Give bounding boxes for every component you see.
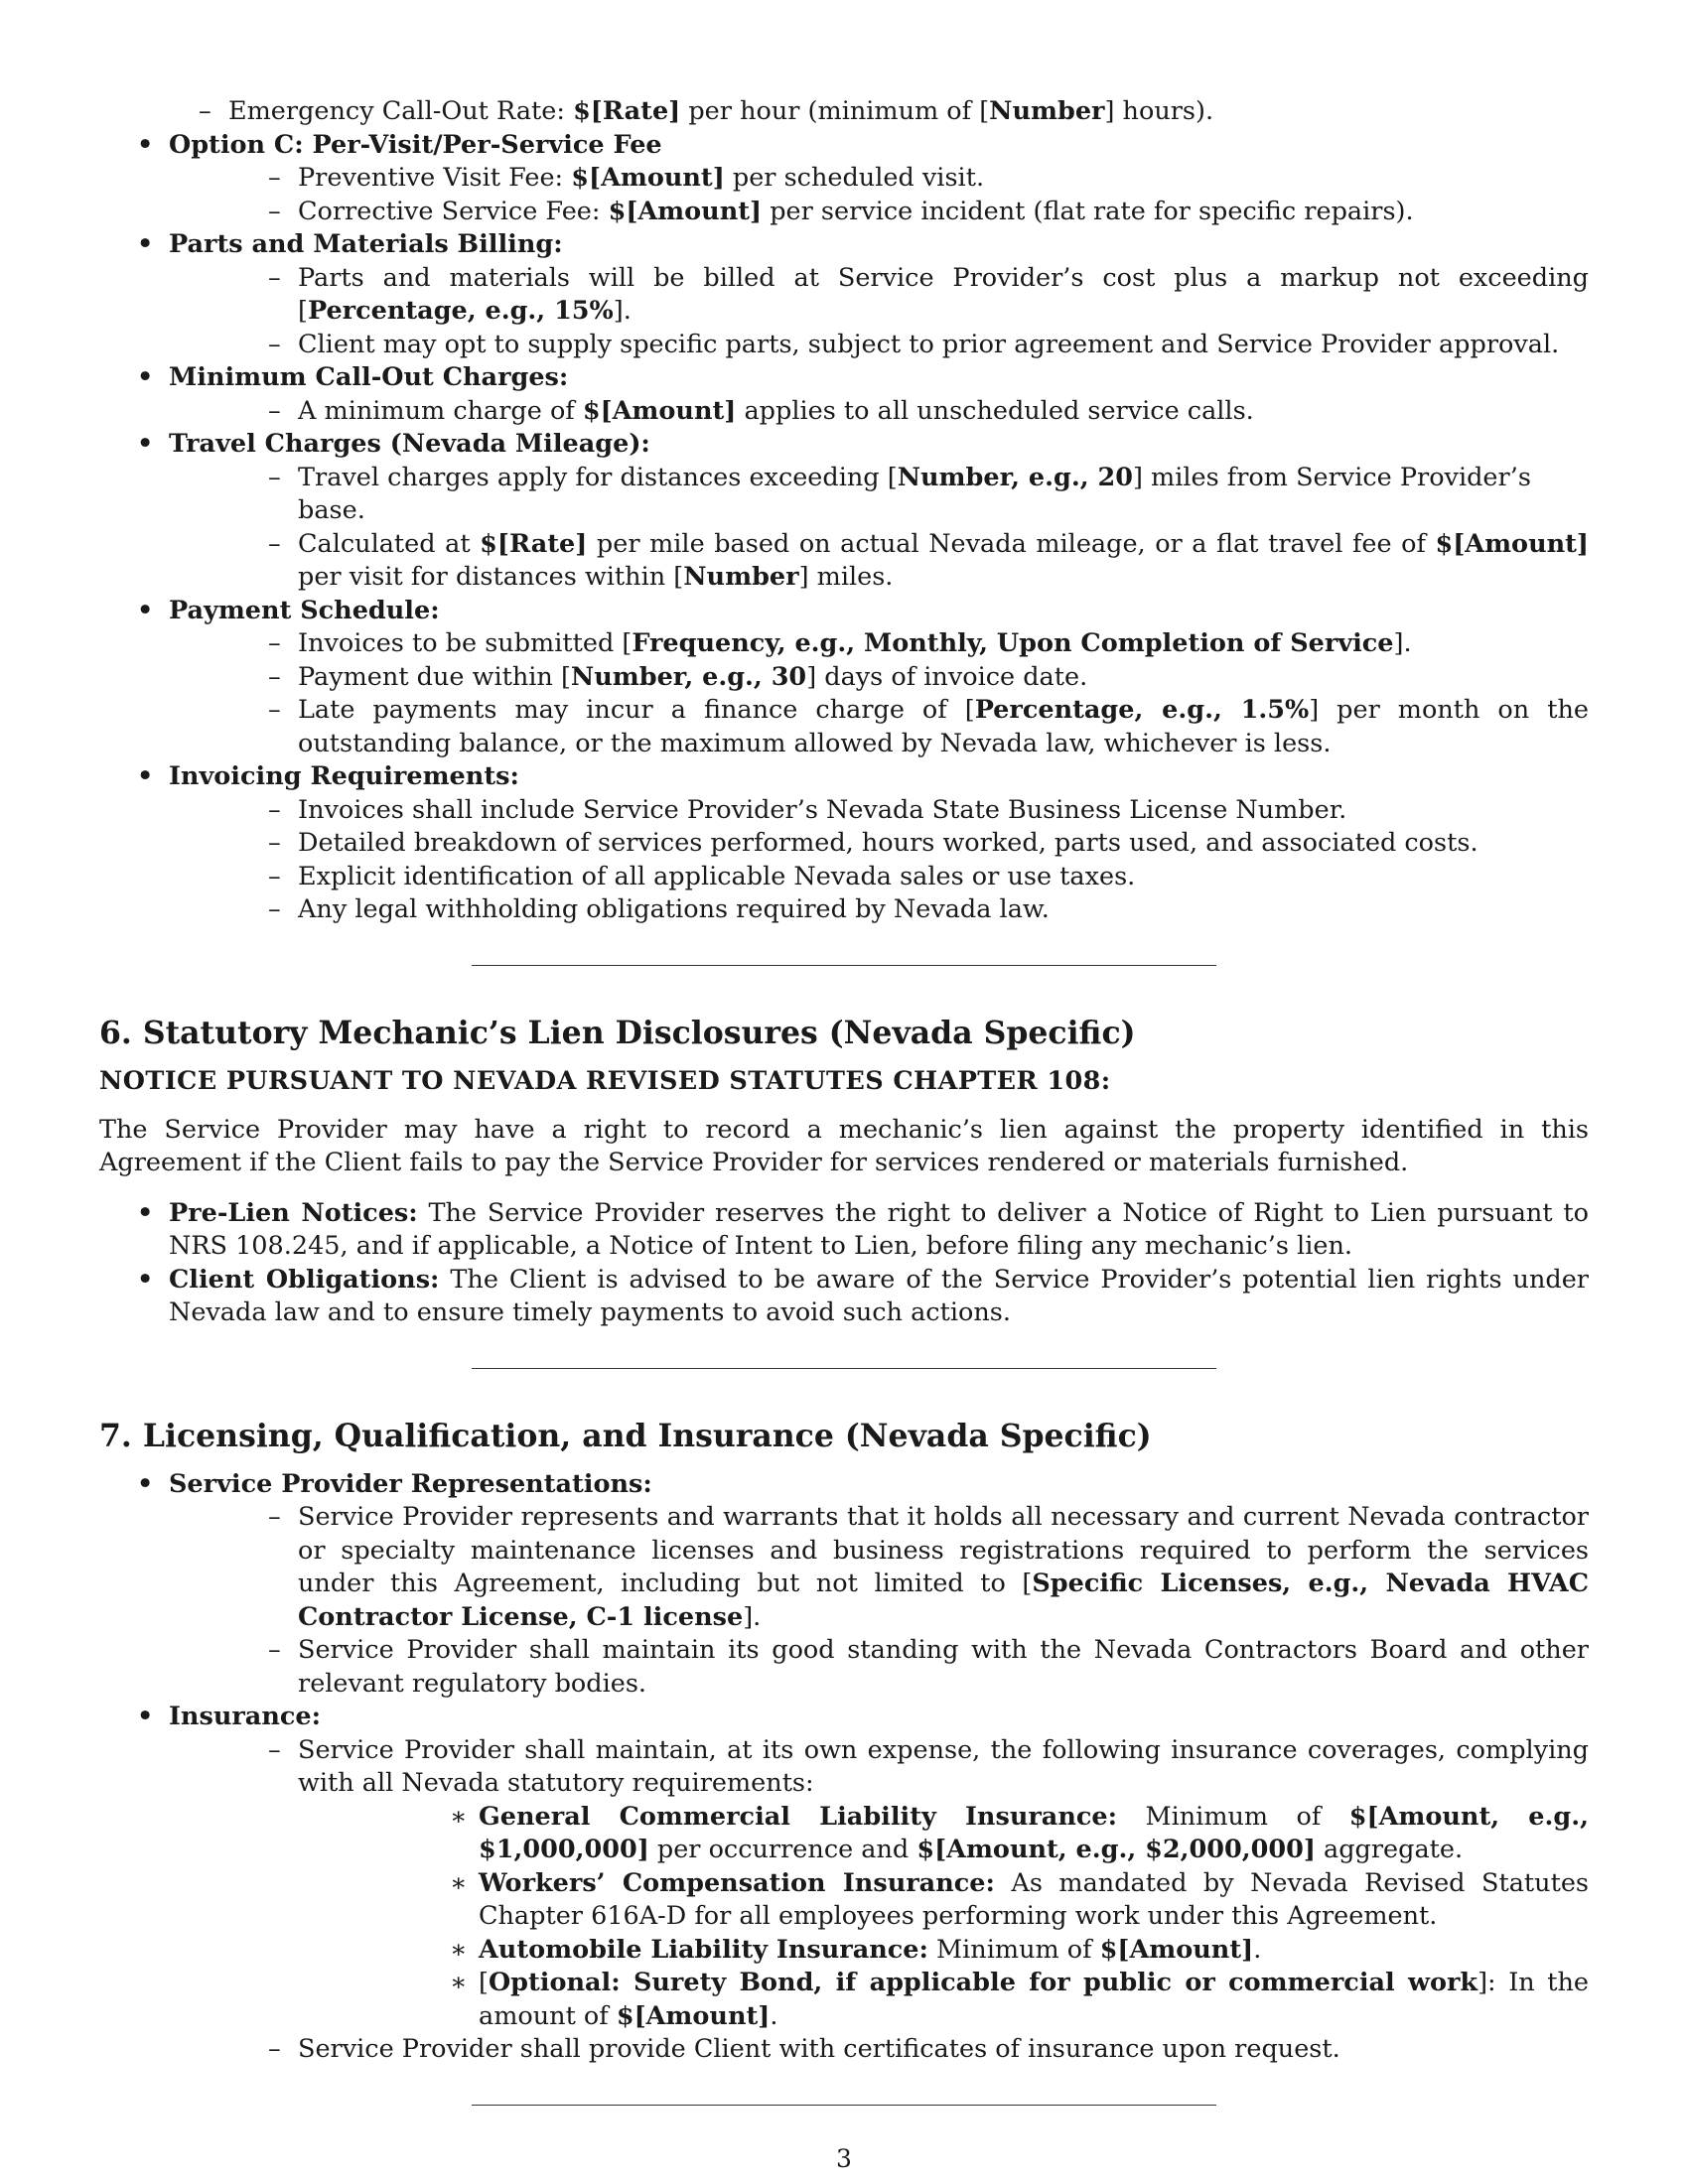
section-6-intro: The Service Provider may have a right to record a mechanic’s lien against the property identified in this Agreement if the Client fails to pay the Service Provider for services rendered or materials furnished. [99, 1114, 1589, 1177]
certificates-item: – Service Provider shall provide Client with certificates of insurance upon request. [169, 2033, 1589, 2067]
client-obligations-item: • Client Obligations: The Client is advised to be aware of the Service Provider’s potential lien rights under Nevada law and to ensure timely payments to avoid such actions. [99, 1264, 1589, 1330]
invoicing-req-2: – Detailed breakdown of services performed, hours worked, parts used, and associated costs. [169, 827, 1589, 861]
client-supply-item: – Client may opt to supply specific parts, subject to prior agreement and Service Provider approval. [169, 329, 1589, 362]
minimum-charges-item: • Minimum Call-Out Charges: – A minimum charge of $[Amount] applies to all unscheduled service calls. [99, 361, 1589, 428]
travel-rate-item: – Calculated at $[Rate] per mile based on actual Nevada mileage, or a flat travel fee of $[Amount] per visit for distances within [Number] miles. [169, 528, 1589, 595]
option-c-item: • Option C: Per-Visit/Per-Service Fee – Preventive Visit Fee: $[Amount] per scheduled visit. – Corrective Service Fee: $[Amount] per service incident (flat rate for specific repairs). [99, 129, 1589, 229]
invoicing-req-4: – Any legal withholding obligations required by Nevada law. [169, 893, 1589, 927]
invoicing-req-3: – Explicit identification of all applicable Nevada sales or use taxes. [169, 861, 1589, 894]
invoicing-requirements-item: • Invoicing Requirements: – Invoices shall include Service Provider’s Nevada State Business License Number. – Detailed breakdown of services performed, hours worked, parts used, and associated costs. – Explicit identification of all applicable Nevada sales or use taxes. – Any legal withholding obligations required by Nevada law. [99, 760, 1589, 927]
travel-distance-item: – Travel charges apply for distances exceeding [Number, e.g., 20] miles from Service Provider’s base. [169, 462, 1589, 528]
good-standing-item: – Service Provider shall maintain its good standing with the Nevada Contractors Board and other relevant regulatory bodies. [169, 1634, 1589, 1701]
travel-charges-item: • Travel Charges (Nevada Mileage): – Travel charges apply for distances exceeding [Number, e.g., 20] miles from Service Provider’s base. – Calculated at $[Rate] per mile based on actual Nevada mileage, or a flat travel fee of $[Amount] per visit for distances within [Number] miles. [99, 428, 1589, 595]
emergency-rate-item: – Emergency Call-Out Rate: $[Rate] per hour (minimum of [Number] hours). [99, 95, 1589, 129]
preventive-fee-item: – Preventive Visit Fee: $[Amount] per scheduled visit. [169, 162, 1589, 196]
section-7-title: 7. Licensing, Qualification, and Insurance (Nevada Specific) [99, 1417, 1152, 1454]
late-payment-item: – Late payments may incur a finance charge of [Percentage, e.g., 1.5%] per month on the outstanding balance, or the maximum allowed by Nevada law, whichever is less. [169, 694, 1589, 760]
parts-markup-item: – Parts and materials will be billed at Service Provider’s cost plus a markup not exceeding [Percentage, e.g., 15%]. [169, 262, 1589, 329]
invoice-frequency-item: – Invoices to be submitted [Frequency, e.g., Monthly, Upon Completion of Service]. [169, 627, 1589, 661]
document-page [99, 95, 1589, 2106]
auto-liability-item: ∗ Automobile Liability Insurance: Minimum of $[Amount]. [298, 1934, 1589, 1968]
section-divider [472, 965, 1216, 966]
insurance-item: • Insurance: – Service Provider shall maintain, at its own expense, the following insurance coverages, complying with all Nevada statutory requirements: ∗ General Commercial Liability Insurance: Minimum of $[Amount, e.g., $1,000,000] per occurrence and $[Amount, e.g., $2,000,000] aggregate. ∗ Workers’ Compensation Insurance: As mandated by Nevada Revised Statutes Chapter 616A-D for all employees performing work under this Agreement. ∗ Automobile Liability Insurance: Minimum of $[Amount]. ∗ [Optional: Surety Bond, if applicable for public or commercial work]: In the amount of $[Amount]. – Service Provider shall provide Client with certificates of insurance upon request. [99, 1701, 1589, 2067]
section-6-title: 6. Statutory Mechanic’s Lien Disclosures (Nevada Specific) [99, 1014, 1136, 1051]
workers-comp-item: ∗ Workers’ Compensation Insurance: As mandated by Nevada Revised Statutes Chapter 616A-D for all employees performing work under this Agreement. [298, 1867, 1589, 1934]
licenses-warranty-item: – Service Provider represents and warrants that it holds all necessary and current Nevada contractor or specialty maintenance licenses and business registrations required to perform the services under this Agreement, including but not limited to [Specific Licenses, e.g., Nevada HVAC Contractor License, C-1 license]. [169, 1501, 1589, 1634]
parts-billing-item: • Parts and Materials Billing: – Parts and materials will be billed at Service Provider’s cost plus a markup not exceeding [Percentage, e.g., 15%]. – Client may opt to supply specific parts, subject to prior agreement and Service Provider approval. [99, 228, 1589, 361]
section-7-list [99, 1468, 1589, 2067]
payment-terms-list [99, 95, 1589, 927]
provider-representations-item: • Service Provider Representations: – Service Provider represents and warrants that it holds all necessary and current Nevada contractor or specialty maintenance licenses and business registrations required to perform the services under this Agreement, including but not limited to [Specific Licenses, e.g., Nevada HVAC Contractor License, C-1 license]. – Service Provider shall maintain its good standing with the Nevada Contractors Board and other relevant regulatory bodies. [99, 1468, 1589, 1702]
section-6-notice: NOTICE PURSUANT TO NEVADA REVISED STATUTES CHAPTER 108: [99, 1065, 1111, 1096]
corrective-fee-item: – Corrective Service Fee: $[Amount] per service incident (flat rate for specific repairs). [169, 196, 1589, 229]
insurance-coverage-item: – Service Provider shall maintain, at its own expense, the following insurance coverages, complying with all Nevada statutory requirements: ∗ General Commercial Liability Insurance: Minimum of $[Amount, e.g., $1,000,000] per occurrence and $[Amount, e.g., $2,000,000] aggregate. ∗ Workers’ Compensation Insurance: As mandated by Nevada Revised Statutes Chapter 616A-D for all employees performing work under this Agreement. ∗ Automobile Liability Insurance: Minimum of $[Amount]. ∗ [Optional: Surety Bond, if applicable for public or commercial work]: In the amount of $[Amount]. [169, 1734, 1589, 2034]
payment-schedule-item: • Payment Schedule: – Invoices to be submitted [Frequency, e.g., Monthly, Upon Completion of Service]. – Payment due within [Number, e.g., 30] days of invoice date. – Late payments may incur a finance charge of [Percentage, e.g., 1.5%] per month on the outstanding balance, or the maximum allowed by Nevada law, whichever is less. [99, 595, 1589, 761]
minimum-charge-detail: – A minimum charge of $[Amount] applies to all unscheduled service calls. [169, 395, 1589, 429]
surety-bond-item: ∗ [Optional: Surety Bond, if applicable for public or commercial work]: In the amount of $[Amount]. [298, 1967, 1589, 2033]
section-6-list [99, 1197, 1589, 1330]
general-liability-item: ∗ General Commercial Liability Insurance: Minimum of $[Amount, e.g., $1,000,000] per occurrence and $[Amount, e.g., $2,000,000] aggregate. [298, 1801, 1589, 1867]
page-number: 3 [836, 2144, 852, 2173]
pre-lien-notices-item: • Pre-Lien Notices: The Service Provider reserves the right to deliver a Notice of Right to Lien pursuant to NRS 108.245, and if applicable, a Notice of Intent to Lien, before filing any mechanic’s lien. [99, 1197, 1589, 1264]
section-divider [472, 2105, 1216, 2106]
payment-due-item: – Payment due within [Number, e.g., 30] days of invoice date. [169, 661, 1589, 695]
section-divider [472, 1368, 1216, 1369]
invoicing-req-1: – Invoices shall include Service Provider’s Nevada State Business License Number. [169, 794, 1589, 828]
